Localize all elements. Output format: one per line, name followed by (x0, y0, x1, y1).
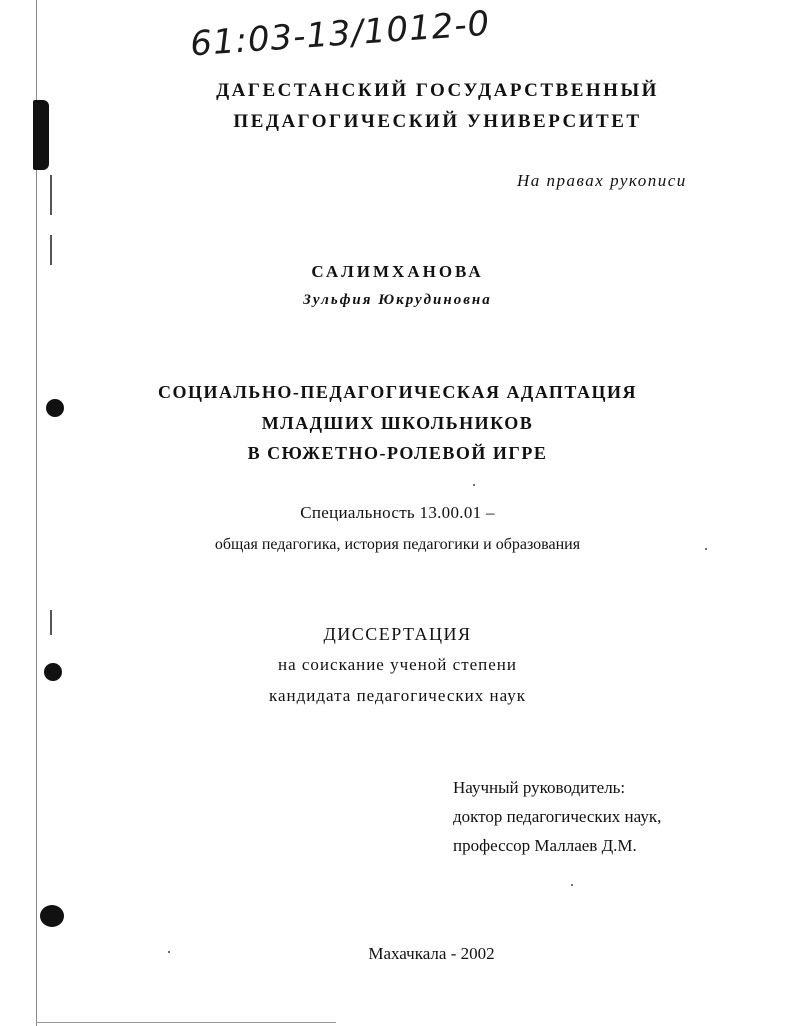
thesis-title-line2: МЛАДШИХ ШКОЛЬНИКОВ (261, 413, 534, 433)
degree-name-line: кандидата педагогических наук (268, 686, 527, 705)
manuscript-rights-note: На правах рукописи (517, 171, 687, 190)
university-name-line1: ДАГЕСТАНСКИЙ ГОСУДАРСТВЕННЫЙ (216, 80, 659, 101)
author-surname: САЛИМХАНОВА (311, 262, 484, 281)
scan-speck (571, 884, 573, 886)
specialty-name: общая педагогика, история педагогики и образования (214, 536, 581, 553)
scan-mark (50, 235, 52, 265)
thesis-title-line1: СОЦИАЛЬНО-ПЕДАГОГИЧЕСКАЯ АДАПТАЦИЯ (158, 382, 637, 402)
scan-speck (473, 484, 475, 486)
scan-bottom-rule (36, 1022, 336, 1023)
punch-hole-mark (40, 905, 64, 927)
degree-purpose-line: на соискание ученой степени (277, 655, 518, 674)
advisor-degree: доктор педагогических наук, (453, 807, 662, 826)
document-type-heading: ДИССЕРТАЦИЯ (323, 624, 472, 644)
scan-mark (50, 175, 52, 215)
handwritten-archive-code: 61:03-13/1012-0 (188, 3, 492, 65)
advisor-name: профессор Маллаев Д.М. (453, 836, 637, 855)
advisor-label: Научный руководитель: (453, 778, 626, 797)
university-name-line2: ПЕДАГОГИЧЕСКИЙ УНИВЕРСИТЕТ (233, 111, 642, 132)
thesis-title-line3: В СЮЖЕТНО-РОЛЕВОЙ ИГРЕ (247, 443, 548, 463)
specialty-code: Специальность 13.00.01 – (300, 503, 495, 522)
city-year: Махачкала - 2002 (368, 944, 495, 963)
author-given-names: Зульфия Юкрудиновна (303, 292, 492, 308)
